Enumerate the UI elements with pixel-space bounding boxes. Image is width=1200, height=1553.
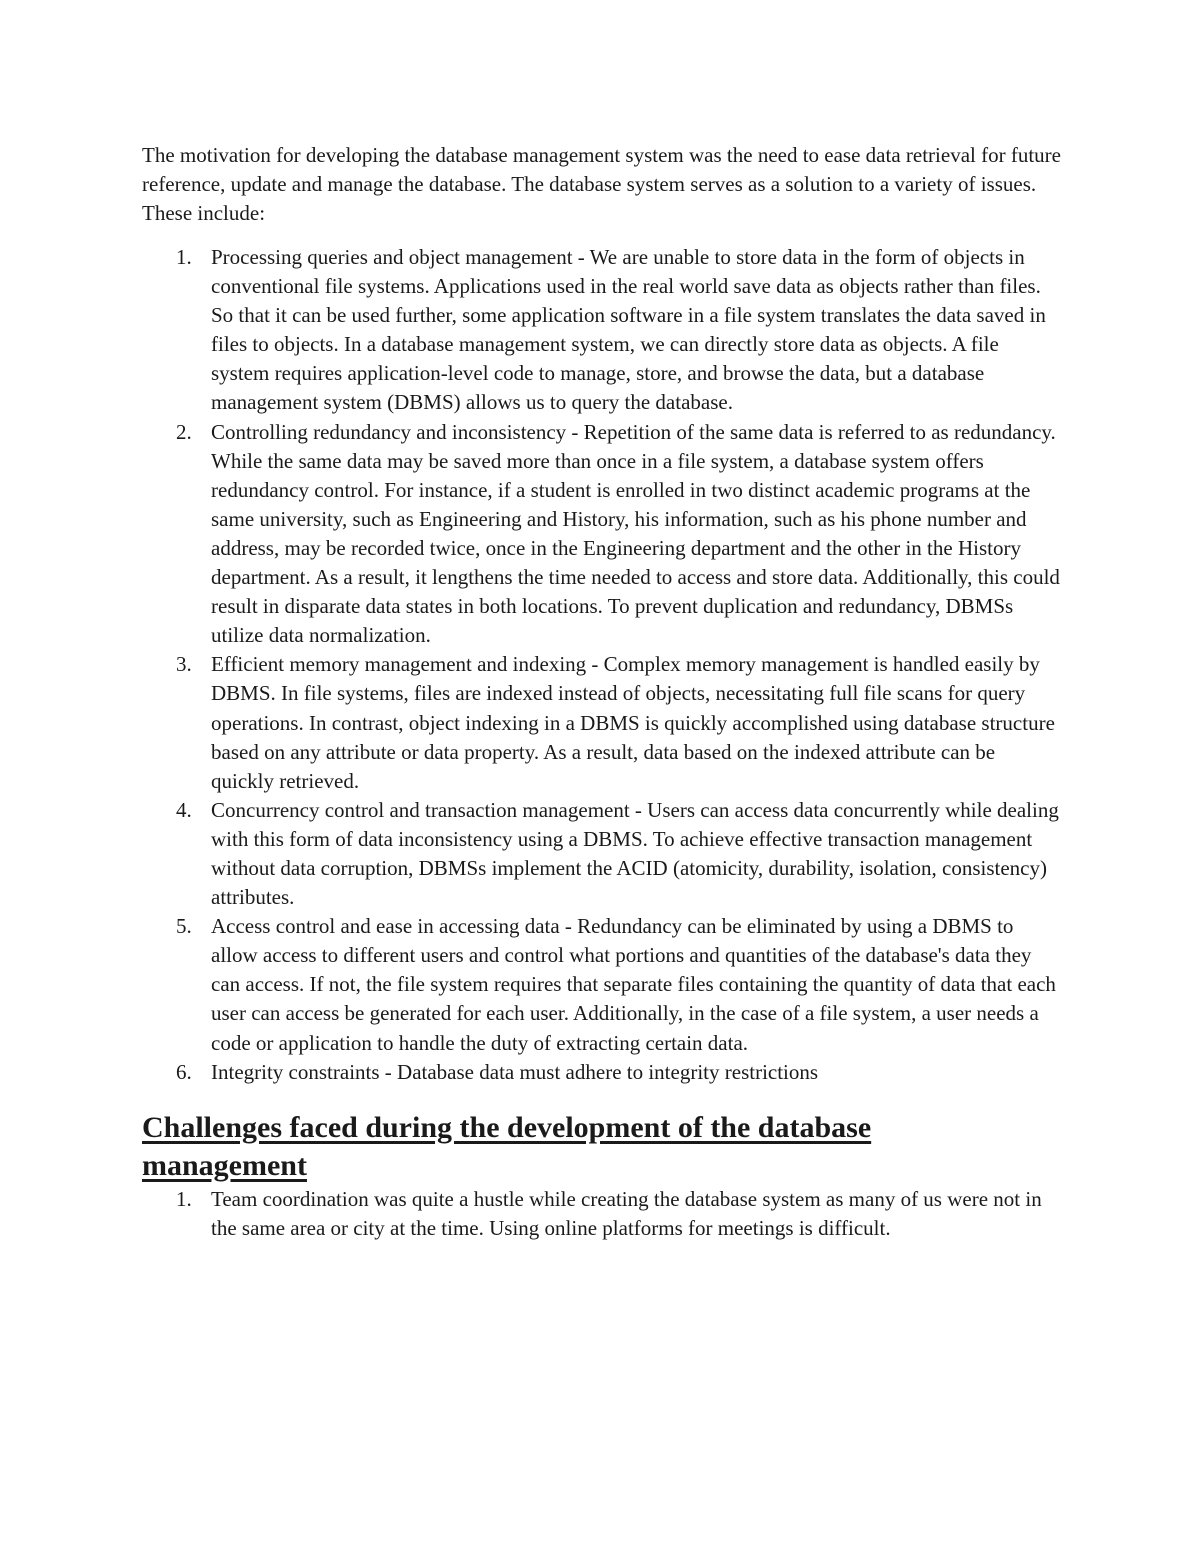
issues-list — [142, 243, 1062, 1087]
list-item-text: Processing queries and object management - We are unable to store data in the form of objects in conventional file systems. Applications used in the real world save data as objects rather than files. So that it can be used further, some application software in a file system translates the data saved in files to objects. In a database management system, we can directly store data as objects. A file system requires application-level code to manage, store, and browse the data, but a database management system (DBMS) allows us to query the database. — [211, 245, 1046, 415]
list-item-number: 4. — [176, 797, 192, 822]
list-item-number: 5. — [176, 914, 192, 939]
list-item-number: 1. — [176, 1186, 192, 1211]
section-heading: Challenges faced during the development of the database management — [142, 1110, 872, 1182]
document-page — [142, 141, 1062, 1243]
intro-paragraph: The motivation for developing the database management system was the need to ease data retrieval for future reference, update and manage the database. The database system serves as a solution to a variety of issues. These include: — [142, 143, 1061, 225]
list-item-text: Controlling redundancy and inconsistency - Repetition of the same data is referred to as redundancy. While the same data may be saved more than once in a file system, a database system offers redundancy control. For instance, if a student is enrolled in two distinct academic programs at the same university, such as Engineering and History, his information, such as his phone number and address, may be recorded twice, once in the Engineering department and the other in the History department. As a result, it lengthens the time needed to access and store data. Additionally, this could result in disparate data states in both locations. To prevent duplication and redundancy, DBMSs utilize data normalization. — [211, 419, 1060, 648]
list-item — [142, 418, 1062, 651]
list-item-number: 2. — [176, 419, 192, 444]
list-item — [142, 650, 1062, 795]
list-item-number: 3. — [176, 652, 192, 677]
list-item-number: 1. — [176, 245, 192, 269]
list-item-number: 6. — [176, 1059, 192, 1084]
list-item — [142, 912, 1062, 1057]
list-item — [142, 796, 1062, 912]
list-item-text: Integrity constraints - Database data must adhere to integrity restrictions — [211, 1059, 819, 1084]
list-item — [142, 1185, 1062, 1243]
list-item-text: Access control and ease in accessing data - Redundancy can be eliminated by using a DBMS to allow access to different users and control what portions and quantities of the database's data they can access. If not, the file system requires that separate files containing the quantity of data that each user can access be generated for each user. Additionally, in the case of a file system, a user needs a code or application to handle the duty of extracting certain data. — [211, 914, 1056, 1055]
list-item-text: Concurrency control and transaction management - Users can access data concurrently while dealing with this form of data inconsistency using a DBMS. To achieve effective transaction management without data corruption, DBMSs implement the ACID (atomicity, durability, isolation, consistency) attributes. — [211, 797, 1059, 910]
list-item-text: Efficient memory management and indexing - Complex memory management is handled easily by DBMS. In file systems, files are indexed instead of objects, necessitating full file scans for query operations. In contrast, object indexing in a DBMS is quickly accomplished using database structure based on any attribute or data property. As a result, data based on the indexed attribute can be quickly retrieved. — [211, 652, 1055, 793]
challenges-list — [142, 1185, 1062, 1243]
list-item — [142, 243, 1062, 418]
list-item-text: Team coordination was quite a hustle while creating the database system as many of us were not in the same area or city at the time. Using online platforms for meetings is difficult. — [211, 1186, 1042, 1240]
list-item — [142, 1058, 1062, 1087]
